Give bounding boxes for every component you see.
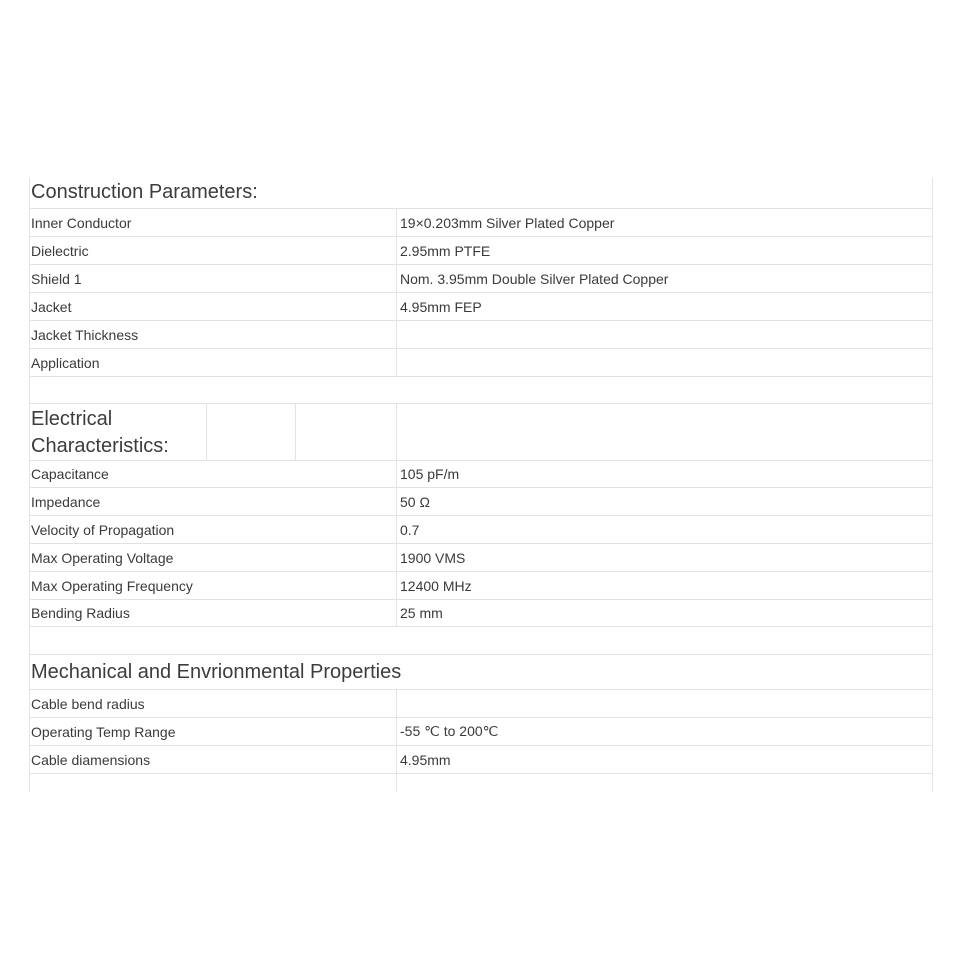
table-row — [29, 544, 933, 572]
row-value — [396, 690, 933, 717]
table-row — [29, 746, 933, 774]
row-value: 4.95mm — [396, 746, 933, 773]
construction-heading-row — [29, 178, 933, 209]
row-label: Shield 1 — [31, 270, 82, 287]
row-label: Cable diamensions — [31, 751, 151, 768]
row-label: Inner Conductor — [31, 214, 132, 231]
row-label: Cable bend radius — [31, 695, 145, 712]
electrical-heading — [31, 406, 169, 460]
table-row — [29, 488, 933, 516]
row-value: 19×0.203mm Silver Plated Copper — [396, 209, 933, 236]
row-label: Bending Radius — [31, 605, 130, 621]
column-divider — [396, 774, 397, 792]
table-row — [29, 572, 933, 600]
row-label: Max Operating Frequency — [31, 577, 193, 594]
electrical-heading-line1: Electrical — [31, 408, 113, 430]
table-row — [29, 349, 933, 377]
construction-heading: Construction Parameters: — [31, 181, 258, 203]
table-row — [29, 209, 933, 237]
row-label: Application — [31, 354, 100, 371]
row-value: 0.7 — [396, 516, 933, 543]
row-value — [396, 349, 933, 376]
trailing-row — [29, 774, 933, 792]
table-row — [29, 237, 933, 265]
electrical-heading-row — [29, 404, 933, 461]
row-value: 4.95mm FEP — [396, 293, 933, 320]
electrical-heading-line2: Characteristics: — [31, 435, 169, 457]
row-label: Dielectric — [31, 242, 89, 259]
spacer-row — [29, 627, 933, 655]
mechanical-heading-row — [29, 655, 933, 690]
row-value: 1900 VMS — [396, 544, 933, 571]
table-row — [29, 265, 933, 293]
heading-divider — [295, 404, 296, 460]
table-row — [29, 690, 933, 718]
row-label: Operating Temp Range — [31, 723, 176, 740]
table-row — [29, 600, 933, 627]
table-row — [29, 321, 933, 349]
row-value: 50 Ω — [396, 488, 933, 515]
row-label: Jacket — [31, 298, 72, 315]
row-value: -55 ℃ to 200℃ — [396, 718, 933, 745]
heading-divider — [396, 404, 397, 460]
row-value: 2.95mm PTFE — [396, 237, 933, 264]
mechanical-heading: Mechanical and Envrionmental Properties — [31, 661, 402, 683]
table-row — [29, 718, 933, 746]
row-label: Velocity of Propagation — [31, 521, 175, 538]
row-label: Impedance — [31, 493, 101, 510]
heading-divider — [206, 404, 207, 460]
table-row — [29, 461, 933, 488]
row-label: Max Operating Voltage — [31, 549, 174, 566]
row-value: Nom. 3.95mm Double Silver Plated Copper — [396, 265, 933, 292]
row-value — [396, 321, 933, 348]
table-row — [29, 516, 933, 544]
row-label: Capacitance — [31, 466, 109, 482]
spacer-row — [29, 377, 933, 404]
spec-table — [29, 178, 933, 792]
row-label: Jacket Thickness — [31, 326, 139, 343]
row-value: 12400 MHz — [396, 572, 933, 599]
row-value: 25 mm — [396, 600, 933, 626]
row-value: 105 pF/m — [396, 461, 933, 487]
table-row — [29, 293, 933, 321]
